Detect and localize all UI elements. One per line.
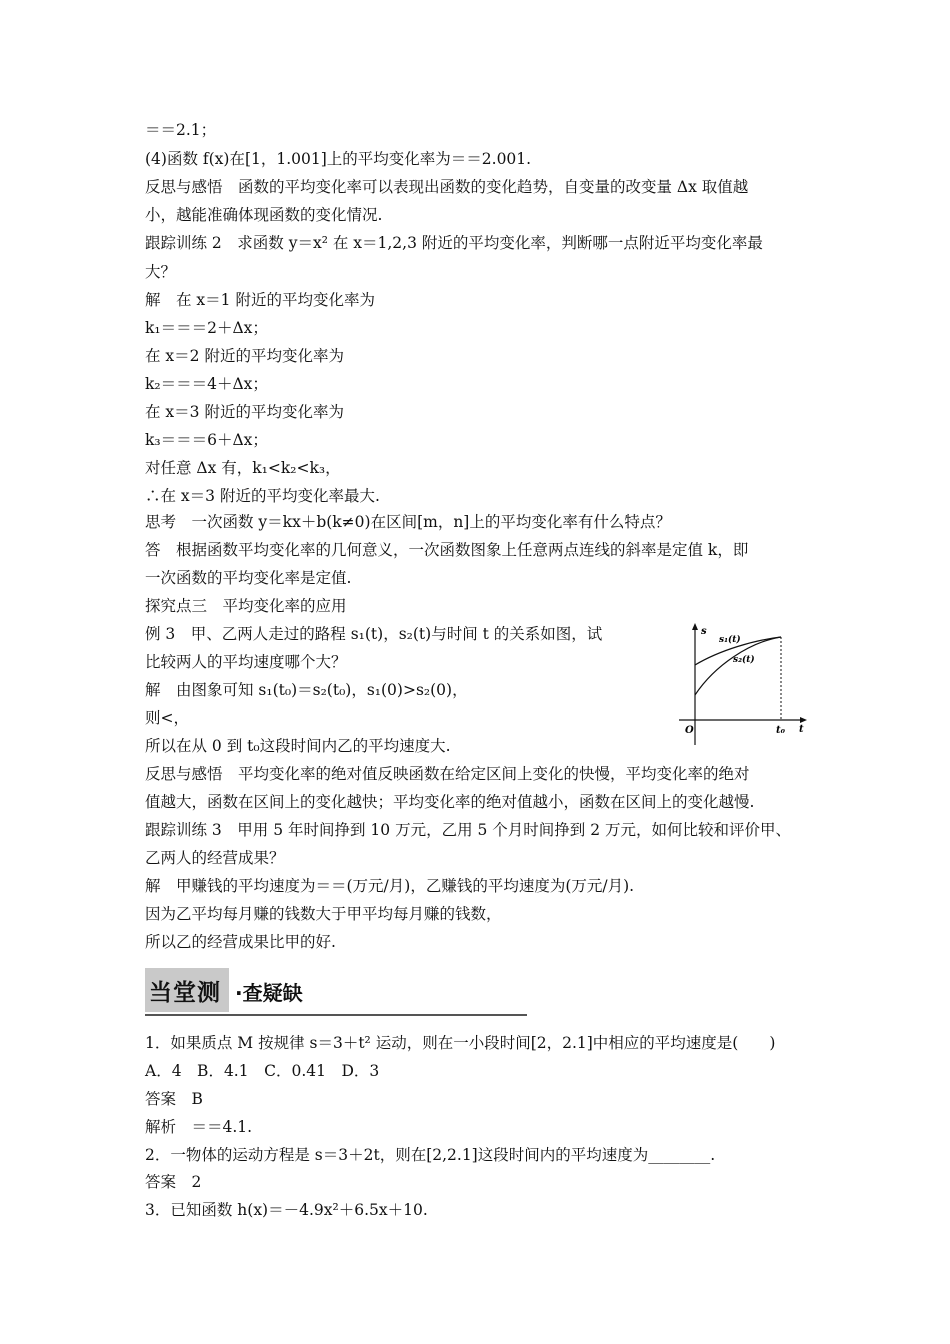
text-line: 思考 一次函数 y＝kx＋b(k≠0)在区间[m，n]上的平均变化率有什么特点？ [145, 513, 671, 531]
text-line: ∴在 x＝3 附近的平均变化率最大. [145, 487, 380, 505]
text-line: 解 在 x＝1 附近的平均变化率为 [145, 291, 375, 309]
text-line: 反思与感悟 平均变化率的绝对值反映函数在给定区间上变化的快慢，平均变化率的绝对 [145, 765, 750, 783]
curve-s1-label: s₁(t) [719, 635, 741, 645]
text-line: ＝＝2.1； [145, 121, 217, 139]
text-line: 例 3 甲、乙两人走过的路程 s₁(t)，s₂(t)与时间 t 的关系如图，试 [145, 625, 603, 643]
text-line: 对任意 Δx 有，k₁<k₂<k₃， [145, 459, 341, 477]
x-axis-label: t [799, 724, 804, 735]
x-axis-arrow [800, 717, 807, 723]
text-line: 因为乙平均每月赚的钱数大于甲平均每月赚的钱数， [145, 905, 502, 923]
text-line: 一次函数的平均变化率是定值. [145, 569, 352, 587]
text-line: 小，越能准确体现函数的变化情况. [145, 206, 383, 224]
text-line: (4)函数 f(x)在[1，1.001]上的平均变化率为＝＝2.001. [145, 150, 532, 168]
text-line: k₂＝＝＝4＋Δx； [145, 375, 268, 393]
text-line: A．4 B．4.1 C．0.41 D．3 [145, 1062, 380, 1080]
section-banner [145, 966, 527, 1018]
section-title: 当堂测 [149, 980, 221, 1006]
text-line: 答案 2 [145, 1173, 202, 1191]
text-line: 在 x＝3 附近的平均变化率为 [145, 403, 344, 421]
text-line: 2．一物体的运动方程是 s＝3＋2t，则在[2,2.1]这段时间内的平均速度为________. [145, 1146, 716, 1164]
y-axis-label: s [701, 626, 707, 637]
section-rule [145, 1014, 527, 1016]
text-line: 反思与感悟 函数的平均变化率可以表现出函数的变化趋势，自变量的改变量 Δx 取值越 [145, 178, 749, 196]
text-line: 所以在从 0 到 t₀这段时间内乙的平均速度大. [145, 737, 451, 755]
text-line: 乙两人的经营成果？ [145, 849, 285, 867]
text-line: 探究点三 平均变化率的应用 [145, 597, 347, 615]
text-line: 3．已知函数 h(x)＝－4.9x²＋6.5x＋10. [145, 1201, 428, 1219]
text-line: 1．如果质点 M 按规律 s＝3＋t² 运动，则在一小段时间[2，2.1]中相应的平均速度是( ) [145, 1034, 776, 1052]
curve-s2 [695, 637, 781, 695]
distance-time-graph [675, 620, 815, 750]
curve-s2-label: s₂(t) [733, 655, 755, 665]
origin-label: O [685, 725, 694, 736]
t0-label: t₀ [776, 725, 785, 736]
text-line: 所以乙的经营成果比甲的好. [145, 933, 336, 951]
text-line: 比较两人的平均速度哪个大？ [145, 653, 347, 671]
text-line: 解析 ＝＝4.1. [145, 1118, 253, 1136]
text-line: k₃＝＝＝6＋Δx； [145, 431, 268, 449]
text-line: 跟踪训练 3 甲用 5 年时间挣到 10 万元，乙用 5 个月时间挣到 2 万元，如何比较和评价甲、 [145, 821, 792, 839]
text-line: 答案 B [145, 1090, 203, 1108]
text-line: k₁＝＝＝2＋Δx； [145, 319, 268, 337]
text-line: 大？ [145, 263, 177, 281]
text-line: 解 由图象可知 s₁(t₀)＝s₂(t₀)，s₁(0)>s₂(0)， [145, 681, 468, 699]
text-line: 则<， [145, 709, 189, 727]
text-line: 跟踪训练 2 求函数 y＝x² 在 x＝1,2,3 附近的平均变化率，判断哪一点附近平均变化率最 [145, 234, 763, 252]
text-line: 解 甲赚钱的平均速度为＝＝(万元/月)，乙赚钱的平均速度为(万元/月). [145, 877, 635, 895]
text-line: 在 x＝2 附近的平均变化率为 [145, 347, 344, 365]
y-axis-arrow [692, 623, 698, 630]
section-subtitle: ·查疑缺 [235, 981, 303, 1005]
text-line: 答 根据函数平均变化率的几何意义，一次函数图象上任意两点连线的斜率是定值 k，即 [145, 541, 749, 559]
text-line: 值越大，函数在区间上的变化越快；平均变化率的绝对值越小，函数在区间上的变化越慢. [145, 793, 755, 811]
